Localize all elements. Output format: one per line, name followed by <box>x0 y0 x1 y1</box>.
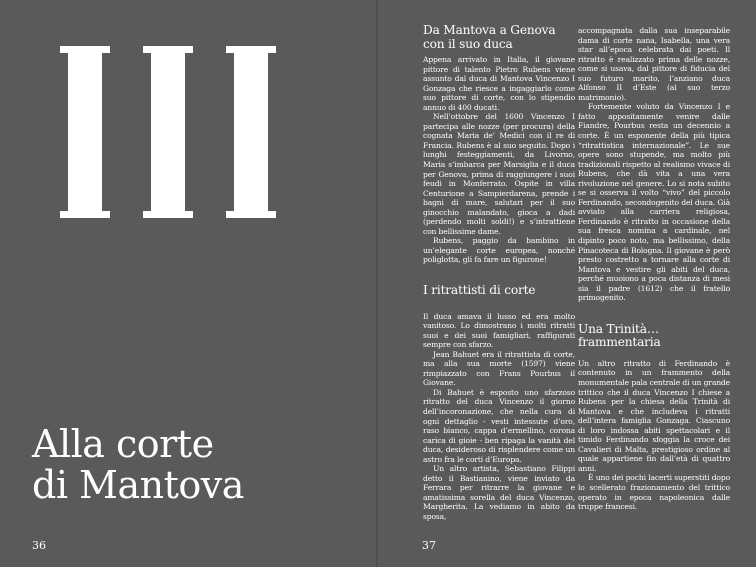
chapter-title-line-2: di Mantova <box>32 463 244 507</box>
text-column-1 <box>423 24 575 522</box>
paragraph: Rubens, paggio da bambino in un’elegante corte europea, nonché poliglotta, gli fa fare un figurone! <box>423 236 575 265</box>
section-body-mantova-genova <box>423 55 575 265</box>
paragraph: accompagnata dalla sua inseparabile dama di corte nana, Isabella, una vera star all’epoca celebrata dai poeti. Il ritratto è realizzato prima delle nozze, come si usava, dal pittore di fiducia del suo futuro marito, l’anziano duca Alfonso II d’Este (al suo terzo matrimonio). <box>578 26 730 102</box>
section-body-ritrattisti-continued <box>578 26 730 303</box>
chapter-title <box>32 424 244 506</box>
paragraph: Appena arrivato in Italia, il giovane pittore di talento Pietro Rubens viene assunto dal duca di Mantova Vincenzo I Gonzaga che riesce a ingaggiarlo come suo pittore di corte, con lo stipendio annuo di 400 ducati. <box>423 55 575 112</box>
paragraph: È uno dei pochi lacerti superstiti dopo lo scellerato frazionamento del trittico operato in epoca napoleonica dalle truppe francesi. <box>578 473 730 512</box>
section-body-trinita <box>578 359 730 512</box>
paragraph: Jean Bahuet era il ritrattista di corte, ma alla sua morte (1597) viene rimpiazzato con Frans Pourbus il Giovane. <box>423 349 575 388</box>
paragraph: Un altro artista, Sebastiano Filippi detto il Bastianino, viene inviato da Ferrara per ritrarre la giovane e amatissima sorella del duca Vincenzo, Margherita. La vediamo in abito da sposa, <box>423 464 575 522</box>
page-number-left: 36 <box>32 539 46 552</box>
paragraph: Il duca amava il lusso ed era molto vanitoso. Lo dimostrano i molti ritratti suoi e dei suoi famigliari, raffigurati sempre con sfarzo. <box>423 311 575 350</box>
chapter-numeral <box>60 46 276 218</box>
right-page <box>378 0 756 567</box>
paragraph: Di Bahuet è esposto uno sfarzoso ritratto del duca Vincenzo il giorno dell’incoronazione, che nella cura di ogni dettaglio - vesti intessute d’oro, raso bianco, cappa d’ermellino, corona carica di gioie - ben ripaga la vanità del duca, desideroso di risplendere come un astro fra le corti d’Europa. <box>423 387 575 464</box>
paragraph: Un altro ritratto di Ferdinando è contenuto in un frammento della monumentale pala centrale di un grande trittico che il duca Vincenzo I chiese a Rubens per la chiesa della Trinità di Mantova e che includeva i ritratti dell’intera famiglia Gonzaga. Ciascuno di loro indossa abiti spettacolari e il timido Ferdinando sfoggia la croce dei Cavalieri di Malta, prestigioso ordine al quale appartiene fin dall’età di quattro anni. <box>578 358 730 473</box>
text-column-2 <box>578 26 730 512</box>
section-body-ritrattisti <box>423 312 575 522</box>
page-number-right: 37 <box>422 539 436 552</box>
section-heading-ritrattisti: I ritrattisti di corte <box>423 283 536 298</box>
chapter-title-line-1: Alla corte <box>32 422 214 466</box>
section-heading-trinita: Una Trinità… frammentaria <box>578 321 661 350</box>
paragraph: Nell’ottobre del 1600 Vincenzo I partecipa alle nozze (per procura) della cognata Maria de’ Medici con il re di Francia. Rubens è al suo seguito. Dopo i lunghi festeggiamenti, da Livorno, Maria s’imbarca per Marsiglia e il duca per Genova, prima di raggiungere i suoi feudi in Monferrato. Ospite in villa Centurione a Sampierdarena, prende i bagni di mare, salutari per il suo ginocchio malandato, gioca a dadi (perdendo molti soldi!) e s’intrattiene con bellissime dame. <box>423 112 575 236</box>
roman-numeral-three-glyph <box>60 46 276 218</box>
section-heading-mantova-genova: Da Mantova a Genova con il suo duca <box>423 23 556 51</box>
paragraph: Fortemente voluto da Vincenzo I e fatto appositamente venire dalle Fiandre, Pourbus resta un decennio a corte. È un esponente della più tipica “ritrattistica internazionale”. Le sue opere sono stupende, ma molto più tradizionali rispetto al realismo vivace di Rubens, che dà vita a una vera rivoluzione nel genere. Lo si nota subito se si osserva il volto “vivo” del piccolo Ferdinando, secondogenito del duca. Già avviato alla carriera religiosa, Ferdinando è ritratto in occasione della sua fresca nomina a cardinale, nel dipinto poco noto, ma bellissimo, della Pinacoteca di Bologna. Il giovane è però presto costretto a tornare alla corte di Mantova e vestire gli abiti del duca, perché muoiono a poca distanza di mesi sia il padre (1612) che il fratello primogenito. <box>578 102 730 303</box>
